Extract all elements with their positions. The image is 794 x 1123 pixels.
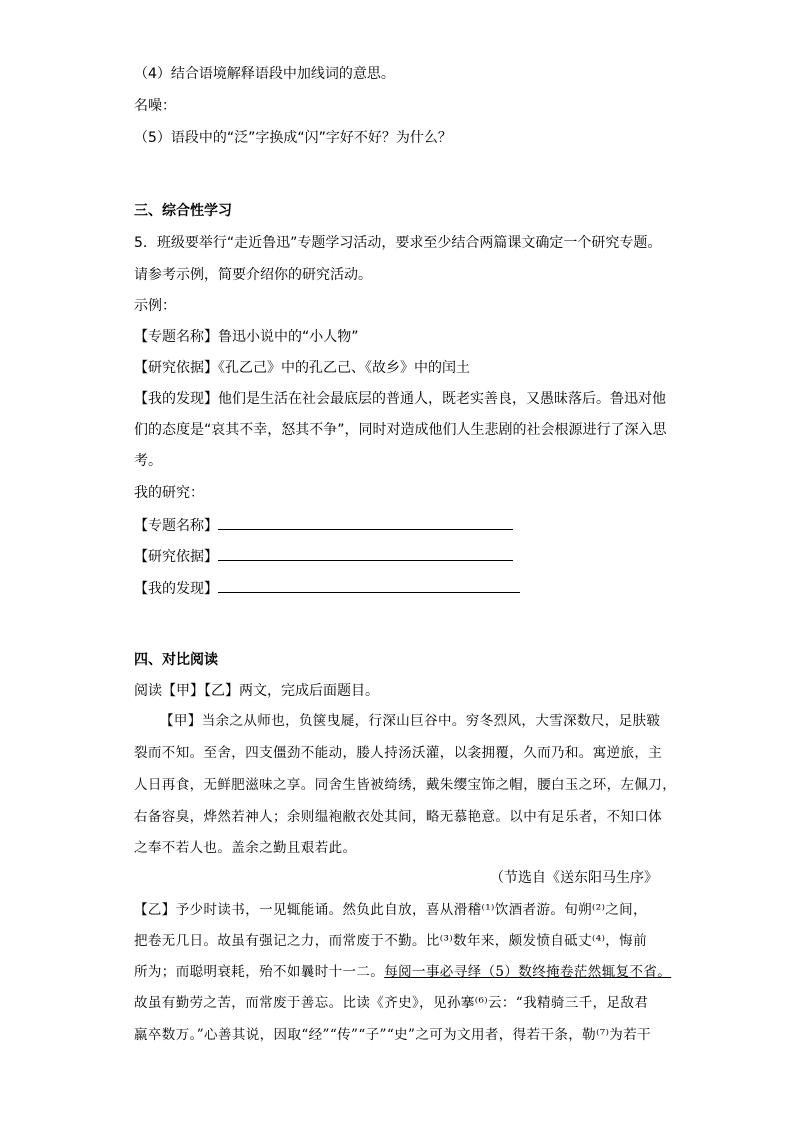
- example-basis: 【研究依据】《孔乙己》中的孔乙己、《故乡》中的闰土: [134, 360, 470, 376]
- yi-line-5: 羸卒数万。”心善其说，因取“经”“传”“子”“史”之可为文用者，得若干条，勒⁽⁷⁾为若干: [134, 1027, 652, 1043]
- example-topic: 【专题名称】鲁迅小说中的“小人物”: [134, 329, 359, 345]
- yi-underlined-sentence: 每阅一事必寻绎（5）数终掩卷茫然辄复不省。: [384, 964, 672, 980]
- my-basis-row: [134, 545, 513, 567]
- yi-line-3-start: 所为；而聪明衰耗，殆不如曩时十一二。: [134, 964, 385, 980]
- my-finding-label: 【我的发现】: [134, 581, 218, 597]
- jia-line-5: 之奉不若人也。盖余之勤且艰若此。: [134, 840, 357, 856]
- section-3-prompt-line-2: 请参考示例，简要介绍你的研究活动。: [134, 267, 372, 283]
- jia-line-4: 右备容臭，烨然若神人；余则缊袍敝衣处其间，略无慕艳意。以中有足乐者，不知口体: [134, 809, 663, 825]
- jia-line-1: 【甲】当余之从师也，负箧曳屣，行深山巨谷中。穷冬烈风，大雪深数尺，足肤皲: [160, 713, 661, 729]
- question-5-sub-text: （5）语段中的“泛”字换成“闪”字好不好？为什么？: [134, 130, 452, 146]
- section-3-heading: 三、综合性学习: [134, 203, 232, 219]
- example-label: 示例：: [134, 298, 176, 314]
- my-basis-blank[interactable]: [218, 545, 513, 561]
- section-3-prompt-line-1: 5．班级要举行“走近鲁迅”专题学习活动，要求至少结合两篇课文确定一个研究专题。: [134, 235, 662, 251]
- question-4-text: （4）结合语境解释语段中加线词的意思。: [134, 66, 395, 82]
- yi-line-4: 故虽有勤劳之苦，而常废于善忘。比读《齐史》，见孙搴⁽⁶⁾云：“我精骑三千，足敌君: [134, 995, 649, 1011]
- example-finding-line-3: 考。: [134, 453, 162, 469]
- my-finding-row: [134, 577, 520, 599]
- jia-line-2: 裂而不知。至舍，四支僵劲不能动，媵人持汤沃灌，以衾拥覆，久而乃和。寓逆旅，主: [134, 745, 663, 761]
- section-4-instruction: 阅读【甲】【乙】两文，完成后面题目。: [134, 683, 379, 699]
- my-topic-row: [134, 514, 513, 536]
- yi-line-1: 【乙】予少时读书，一见辄能诵。然负此自放，喜从滑稽⁽¹⁾饮酒者游。旬朔⁽²⁾之间，: [134, 902, 647, 918]
- answer-label-mingzao: 名噪：: [134, 98, 176, 114]
- jia-line-3: 人日再食，无鲜肥滋味之享。同舍生皆被绮绣，戴朱缨宝饰之帽，腰白玉之环，左佩刀，: [134, 777, 677, 793]
- my-finding-blank[interactable]: [218, 577, 520, 593]
- yi-line-3: [134, 962, 671, 982]
- my-topic-blank[interactable]: [218, 514, 513, 530]
- example-finding-line-1: 【我的发现】他们是生活在社会最底层的普通人，既老实善良，又愚昧落后。鲁迅对他: [134, 391, 666, 407]
- my-research-label: 我的研究：: [134, 485, 204, 501]
- my-basis-label: 【研究依据】: [134, 549, 218, 565]
- my-topic-label: 【专题名称】: [134, 518, 218, 534]
- jia-source: （节选自《送东阳马生序》: [490, 870, 658, 886]
- example-finding-line-2: 们的态度是“哀其不幸，怒其不争”，同时对造成他们人生悲剧的社会根源进行了深入思: [134, 422, 667, 438]
- yi-line-2: 把卷无几日。故虽有强记之力，而常废于不勤。比⁽³⁾数年来，颇发愤自砥丈⁽⁴⁾，悔前: [134, 933, 647, 949]
- section-4-heading: 四、对比阅读: [134, 652, 218, 668]
